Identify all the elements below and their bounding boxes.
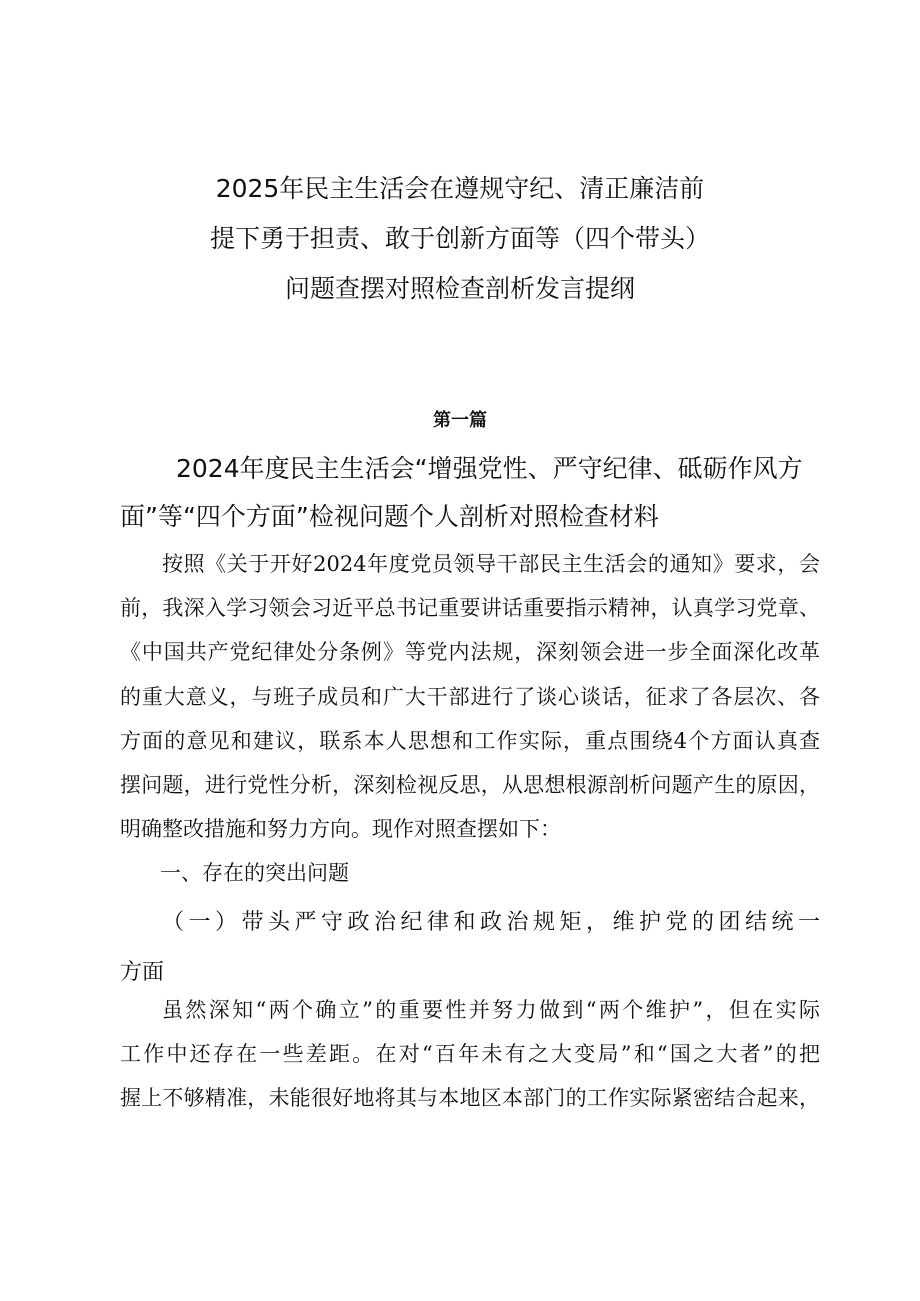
body-line-3: 握上不够精准，未能很好地将其与本地区本部门的工作实际紧密结合起来， xyxy=(120,1086,820,1111)
intro-line-5: 方面的意见和建议，联系本人思想和工作实际，重点围绕4个方面认真查 xyxy=(120,728,820,753)
intro-paragraph xyxy=(120,542,820,851)
intro-line-2: 前，我深入学习领会习近平总书记重要讲话重要指示精神，认真学习党章、 xyxy=(120,596,820,621)
document-title-line-2: 提下勇于担责、敢于创新方面等（四个带头） xyxy=(209,224,710,253)
chapter-label: 第一篇 xyxy=(433,410,487,431)
intro-line-1: 按照《关于开好2024年度党员领导干部民主生活会的通知》要求，会 xyxy=(162,552,820,576)
subtitle-line-1: 2024年度民主生活会“增强党性、严守纪律、砥砺作风方 xyxy=(176,454,803,483)
section-heading: 一、存在的突出问题 xyxy=(160,861,349,885)
body-line-2: 工作中还存在一些差距。在对“百年未有之大变局”和“国之大者”的把 xyxy=(120,1042,820,1067)
body-paragraph xyxy=(120,988,820,1121)
document-title-line-3: 问题查摆对照检查剖析发言提纲 xyxy=(284,274,635,303)
subsection-heading xyxy=(120,898,820,998)
subsection-heading-line-2: 方面 xyxy=(120,960,165,985)
intro-line-7: 明确整改措施和努力方向。现作对照查摆如下： xyxy=(120,817,561,842)
intro-line-3: 《中国共产党纪律处分条例》等党内法规，深刻领会进一步全面深化改革 xyxy=(120,640,820,665)
subsection-heading-line-1: （一）带头严守政治纪律和政治规矩，维护党的团结统一 xyxy=(162,910,820,935)
intro-line-4: 的重大意义，与班子成员和广大干部进行了谈心谈话，征求了各层次、各 xyxy=(120,684,820,709)
body-line-1: 虽然深知“两个确立”的重要性并努力做到“两个维护”，但在实际 xyxy=(162,998,820,1022)
subtitle-line-2: 面”等“四个方面”检视问题个人剖析对照检查材料 xyxy=(120,502,659,531)
intro-line-6: 摆问题，进行党性分析，深刻检视反思，从思想根源剖析问题产生的原因， xyxy=(120,773,820,798)
document-title-line-1: 2025年民主生活会在遵规守纪、清正廉洁前 xyxy=(215,174,705,203)
